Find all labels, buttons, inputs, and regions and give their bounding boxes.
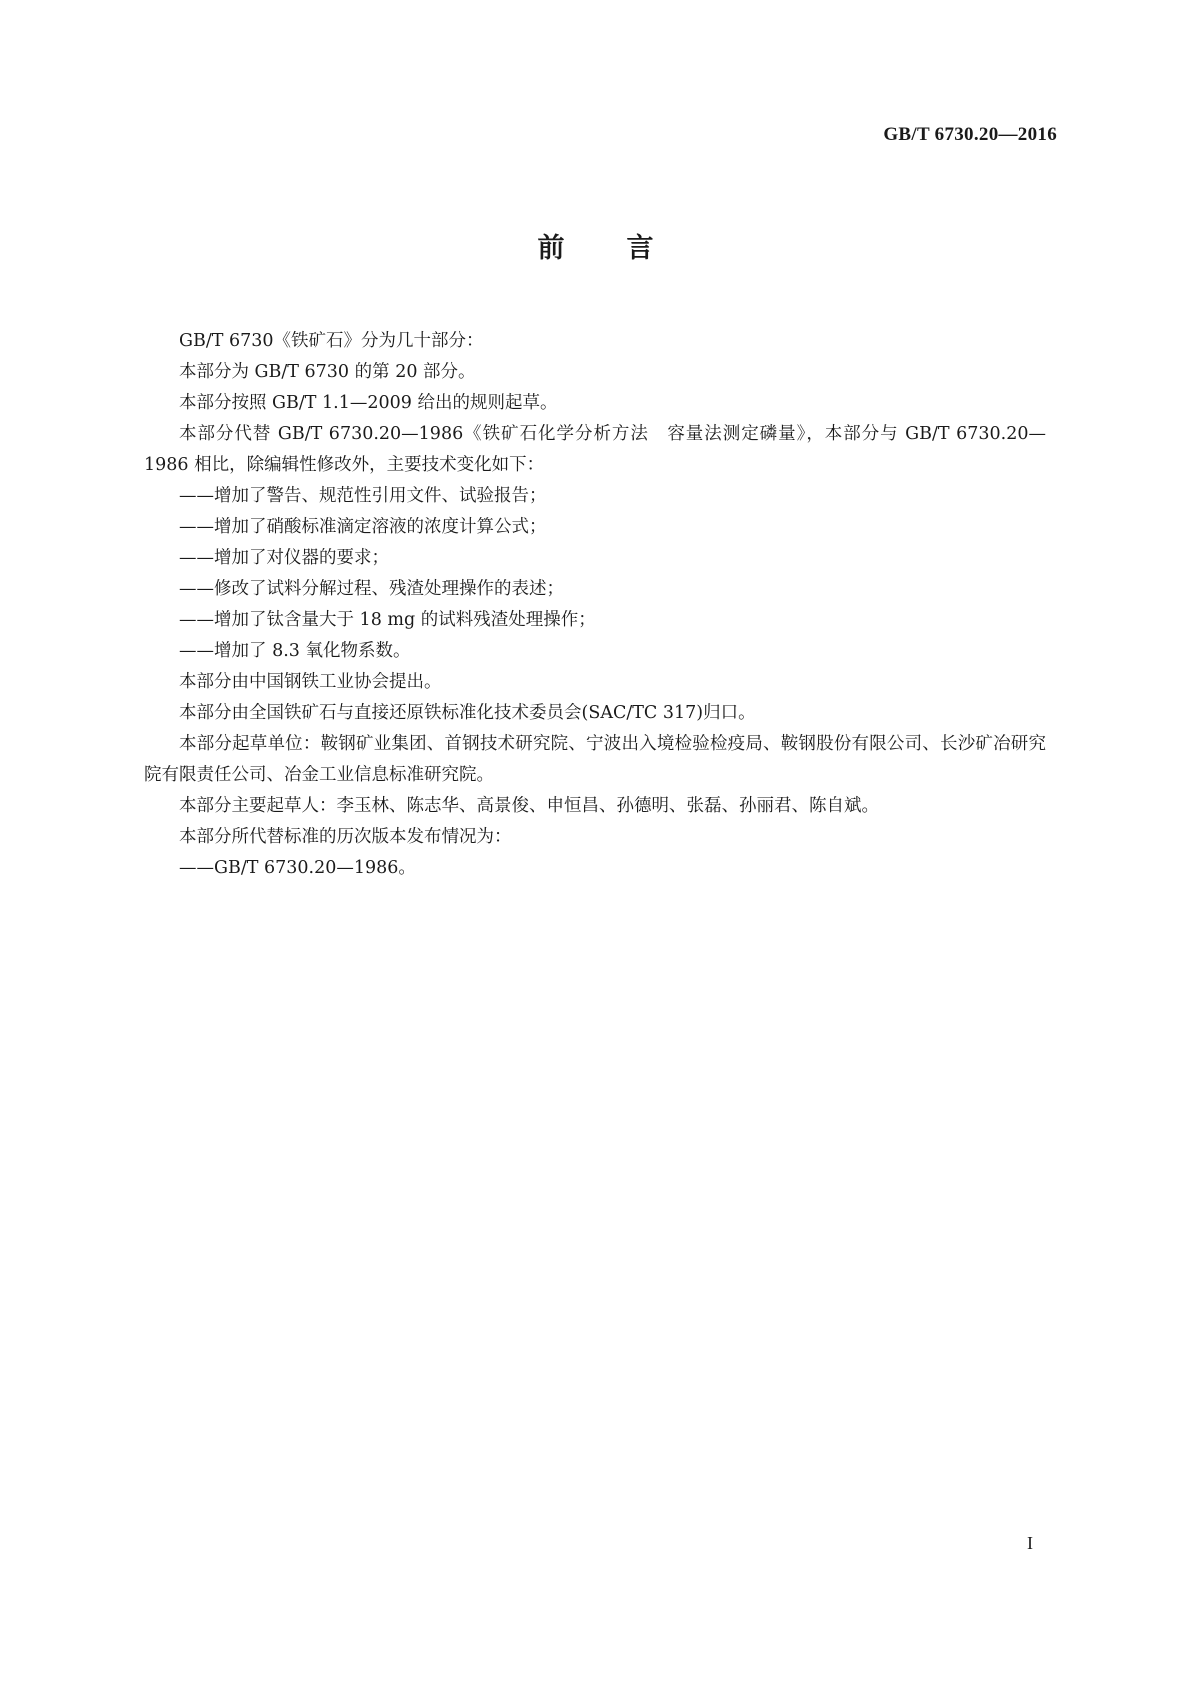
title-char-2: 言 — [626, 233, 654, 264]
foreword-body — [144, 326, 1046, 884]
paragraph-part-number: 本部分为 GB/T 6730 的第 20 部分。 — [179, 362, 476, 382]
page-title — [0, 226, 1191, 265]
paragraph-previous-editions: 本部分所代替标准的历次版本发布情况为： — [179, 827, 512, 847]
standard-code-header: GB/T 6730.20—2016 — [883, 124, 1057, 145]
change-item: ——增加了对仪器的要求； — [179, 548, 389, 568]
paragraph-drafting-units: 本部分起草单位：鞍钢矿业集团、首钢技术研究院、宁波出入境检验检疫局、鞍钢股份有限公司、长沙矿冶研究院有限责任公司、冶金工业信息标准研究院。 — [144, 734, 1046, 785]
change-item: ——增加了警告、规范性引用文件、试验报告； — [179, 486, 547, 506]
paragraph-proposed-by: 本部分由中国钢铁工业协会提出。 — [179, 672, 442, 692]
change-item: ——增加了 8.3 氧化物系数。 — [179, 641, 411, 661]
paragraph-responsible-committee: 本部分由全国铁矿石与直接还原铁标准化技术委员会(SAC/TC 317)归口。 — [179, 703, 756, 723]
change-item: ——增加了硝酸标准滴定溶液的浓度计算公式； — [179, 517, 547, 537]
paragraph-series-intro: GB/T 6730《铁矿石》分为几十部分： — [179, 331, 484, 351]
change-item: ——增加了钛含量大于 18 mg 的试料残渣处理操作； — [179, 610, 596, 630]
paragraph-drafting-rules: 本部分按照 GB/T 1.1—2009 给出的规则起草。 — [179, 393, 558, 413]
paragraph-replacement: 本部分代替 GB/T 6730.20—1986《铁矿石化学分析方法 容量法测定磷量》，本部分与 GB/T 6730.20—1986 相比，除编辑性修改外，主要技术变化如下： — [144, 424, 1046, 475]
previous-edition-item: ——GB/T 6730.20—1986。 — [179, 858, 416, 878]
title-char-1: 前 — [537, 233, 565, 264]
page-number: I — [1027, 1533, 1033, 1553]
paragraph-drafters: 本部分主要起草人：李玉林、陈志华、高景俊、申恒昌、孙德明、张磊、孙丽君、陈自斌。 — [179, 796, 879, 816]
change-item: ——修改了试料分解过程、残渣处理操作的表述； — [179, 579, 564, 599]
